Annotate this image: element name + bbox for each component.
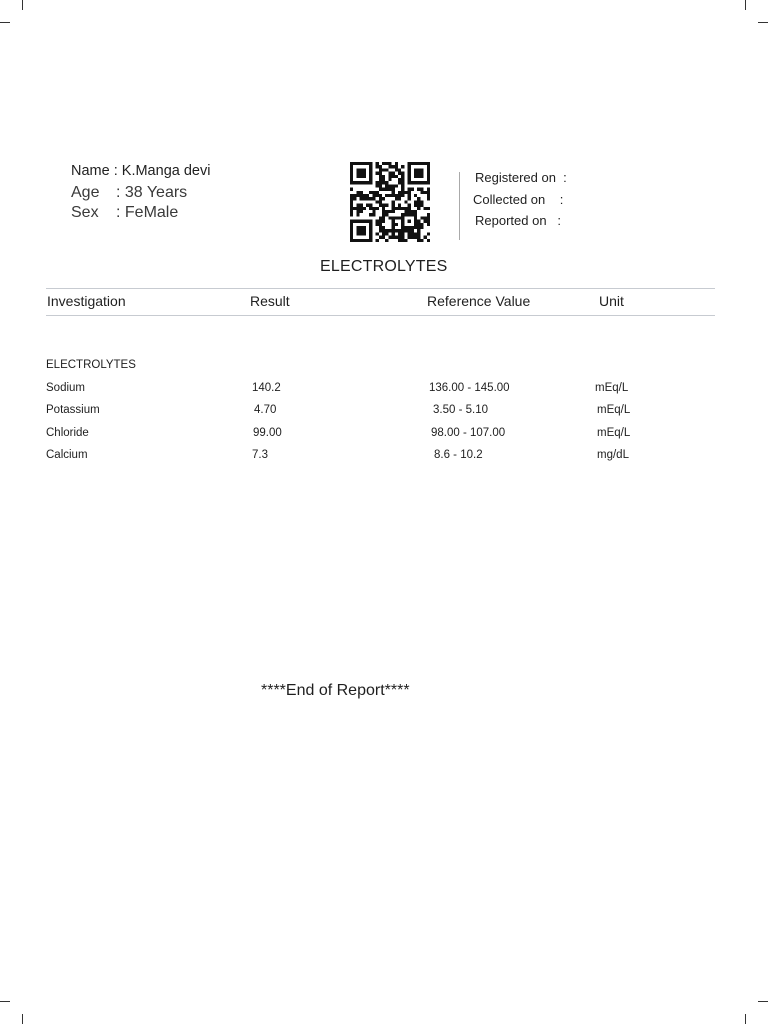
crop-mark <box>0 1001 10 1002</box>
crop-mark <box>758 1001 768 1002</box>
sex-value: FeMale <box>124 204 179 221</box>
test-reference: 98.00 - 107.00 <box>431 427 506 439</box>
crop-mark <box>745 0 746 10</box>
test-result: 140.2 <box>252 382 281 394</box>
reported-label: Reported on <box>475 213 547 228</box>
crop-mark <box>22 1014 23 1024</box>
sex-label: Sex <box>71 204 99 221</box>
report-title: ELECTROLYTES <box>320 258 448 275</box>
test-unit: mEq/L <box>597 404 631 416</box>
column-header-investigation: Investigation <box>47 293 126 309</box>
end-of-report: ****End of Report**** <box>261 682 410 699</box>
reported-row: Reported on : <box>475 213 562 228</box>
test-name: Sodium <box>46 382 85 394</box>
age-value: 38 Years <box>124 184 188 201</box>
crop-mark <box>22 0 23 10</box>
test-unit: mg/dL <box>597 449 629 461</box>
header-rule-bottom <box>46 315 715 316</box>
vertical-divider <box>459 172 460 240</box>
crop-mark <box>0 22 10 23</box>
qr-code-icon <box>349 162 431 242</box>
registered-label: Registered on <box>475 170 556 185</box>
age-label: Age <box>71 184 100 201</box>
patient-age-row: Age : 38 Years <box>71 184 188 201</box>
section-heading: ELECTROLYTES <box>46 359 136 371</box>
patient-name-row: Name : K.Manga devi <box>71 163 211 179</box>
patient-sex-row: Sex : FeMale <box>71 204 179 221</box>
collected-row: Collected on : <box>473 192 564 207</box>
test-unit: mEq/L <box>597 427 631 439</box>
test-result: 99.00 <box>253 427 282 439</box>
test-reference: 8.6 - 10.2 <box>434 449 483 461</box>
column-header-result: Result <box>250 293 290 309</box>
test-reference: 136.00 - 145.00 <box>429 382 510 394</box>
registered-row: Registered on : <box>475 170 567 185</box>
name-label: Name <box>71 163 110 179</box>
test-result: 4.70 <box>254 404 277 416</box>
name-value: K.Manga devi <box>121 163 211 179</box>
test-unit: mEq/L <box>595 382 629 394</box>
collected-label: Collected on <box>473 192 546 207</box>
column-header-reference: Reference Value <box>427 293 531 309</box>
test-reference: 3.50 - 5.10 <box>433 404 488 416</box>
test-name: Calcium <box>46 449 88 461</box>
test-name: Potassium <box>46 404 100 416</box>
column-header-unit: Unit <box>599 293 624 309</box>
test-result: 7.3 <box>252 449 268 461</box>
header-rule-top <box>46 288 715 289</box>
crop-mark <box>745 1014 746 1024</box>
crop-mark <box>758 22 768 23</box>
test-name: Chloride <box>46 427 89 439</box>
